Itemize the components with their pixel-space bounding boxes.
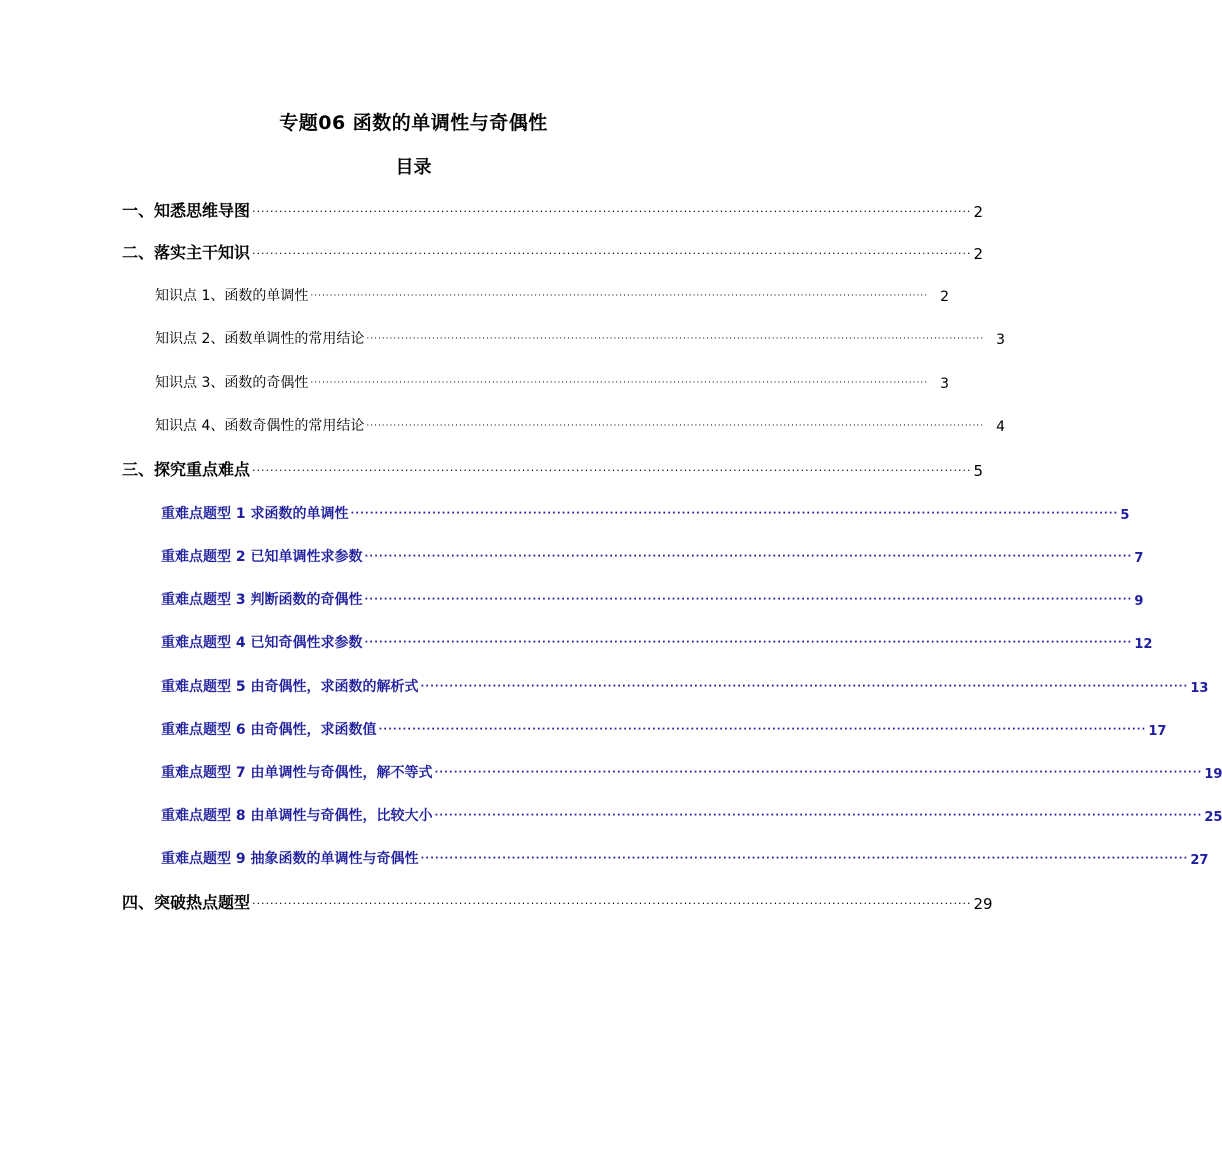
toc-entry-section-1[interactable] bbox=[122, 199, 984, 221]
toc-entry-label: 重难点题型 5 由奇偶性，求函数的解析式 bbox=[161, 679, 419, 695]
toc-leader-dots: ································································································································································ bbox=[434, 810, 1203, 821]
toc-entry-problem-type-2[interactable] bbox=[161, 546, 1144, 566]
toc-entry-page: 5 bbox=[1120, 508, 1130, 523]
toc-entry-page: 2 bbox=[940, 289, 950, 305]
toc-entry-section-4[interactable] bbox=[122, 891, 993, 913]
toc-leader-dots: ································································································································································ bbox=[310, 378, 929, 388]
toc-leader-dots: ································································································································································ bbox=[252, 205, 972, 218]
toc-entry-page: 4 bbox=[996, 419, 1006, 435]
toc-entry-page: 9 bbox=[1134, 594, 1144, 609]
toc-entry-problem-type-5[interactable] bbox=[161, 676, 1209, 696]
toc-entry-section-2[interactable] bbox=[122, 241, 984, 263]
toc-heading: 目录 bbox=[395, 157, 432, 178]
toc-entry-section-3[interactable] bbox=[122, 458, 984, 480]
toc-entry-page: 29 bbox=[973, 895, 993, 913]
toc-entry-knowledge-1[interactable] bbox=[155, 285, 950, 305]
toc-entry-page: 2 bbox=[973, 203, 984, 221]
toc-entry-label: 知识点 1、函数的单调性 bbox=[155, 288, 309, 304]
toc-entry-label: 知识点 3、函数的奇偶性 bbox=[155, 375, 309, 391]
toc-entry-page: 3 bbox=[940, 376, 950, 392]
toc-leader-dots: ································································································································································ bbox=[364, 637, 1133, 648]
toc-entry-label: 知识点 4、函数奇偶性的常用结论 bbox=[155, 418, 365, 434]
toc-entry-page: 17 bbox=[1148, 724, 1167, 739]
toc-entry-page: 7 bbox=[1134, 551, 1144, 566]
document-title: 专题06 函数的单调性与奇偶性 bbox=[279, 112, 548, 134]
toc-entry-label: 重难点题型 4 已知奇偶性求参数 bbox=[161, 635, 363, 651]
toc-entry-page: 25 bbox=[1204, 810, 1222, 825]
toc-entry-label: 重难点题型 9 抽象函数的单调性与奇偶性 bbox=[161, 851, 419, 867]
toc-entry-page: 3 bbox=[996, 332, 1006, 348]
toc-entry-knowledge-3[interactable] bbox=[155, 372, 950, 392]
toc-entry-problem-type-8[interactable] bbox=[161, 805, 1222, 825]
toc-entry-knowledge-2[interactable] bbox=[155, 328, 1006, 348]
toc-leader-dots: ································································································································································ bbox=[378, 724, 1147, 735]
toc-leader-dots: ································································································································································ bbox=[364, 594, 1133, 605]
toc-leader-dots: ································································································································································ bbox=[420, 853, 1189, 864]
toc-entry-label: 三、探究重点难点 bbox=[122, 460, 251, 479]
toc-entry-problem-type-9[interactable] bbox=[161, 848, 1209, 868]
toc-entry-label: 重难点题型 3 判断函数的奇偶性 bbox=[161, 592, 363, 608]
toc-entry-label: 重难点题型 6 由奇偶性，求函数值 bbox=[161, 722, 377, 738]
toc-leader-dots: ································································································································································ bbox=[366, 421, 985, 431]
toc-entry-problem-type-4[interactable] bbox=[161, 632, 1153, 652]
toc-entry-knowledge-4[interactable] bbox=[155, 415, 1006, 435]
toc-entry-label: 重难点题型 1 求函数的单调性 bbox=[161, 506, 349, 522]
toc-entry-label: 重难点题型 7 由单调性与奇偶性，解不等式 bbox=[161, 765, 433, 781]
toc-entry-page: 12 bbox=[1134, 637, 1153, 652]
toc-leader-dots: ································································································································································ bbox=[434, 767, 1203, 778]
toc-entry-label: 知识点 2、函数单调性的常用结论 bbox=[155, 331, 365, 347]
toc-leader-dots: ································································································································································ bbox=[364, 551, 1133, 562]
toc-entry-page: 5 bbox=[973, 462, 984, 480]
toc-entry-label: 四、突破热点题型 bbox=[122, 893, 251, 912]
toc-leader-dots: ································································································································································ bbox=[252, 464, 972, 477]
toc-entry-page: 27 bbox=[1190, 853, 1209, 868]
toc-entry-label: 二、落实主干知识 bbox=[122, 243, 251, 262]
toc-entry-label: 重难点题型 2 已知单调性求参数 bbox=[161, 549, 363, 565]
toc-leader-dots: ································································································································································ bbox=[420, 681, 1189, 692]
toc-entry-problem-type-6[interactable] bbox=[161, 719, 1167, 739]
toc-leader-dots: ································································································································································ bbox=[252, 247, 972, 260]
toc-entry-problem-type-1[interactable] bbox=[161, 503, 1130, 523]
toc-entry-label: 一、知悉思维导图 bbox=[122, 201, 251, 220]
toc-entry-label: 重难点题型 8 由单调性与奇偶性，比较大小 bbox=[161, 808, 433, 824]
toc-entry-page: 2 bbox=[973, 245, 984, 263]
toc-leader-dots: ································································································································································ bbox=[366, 334, 985, 344]
toc-entry-page: 13 bbox=[1190, 681, 1209, 696]
toc-entry-problem-type-3[interactable] bbox=[161, 589, 1144, 609]
toc-leader-dots: ································································································································································ bbox=[310, 291, 929, 301]
toc-entry-problem-type-7[interactable] bbox=[161, 762, 1222, 782]
toc-entry-page: 19 bbox=[1204, 767, 1222, 782]
toc-leader-dots: ································································································································································ bbox=[252, 897, 972, 910]
toc-leader-dots: ································································································································································ bbox=[350, 508, 1119, 519]
